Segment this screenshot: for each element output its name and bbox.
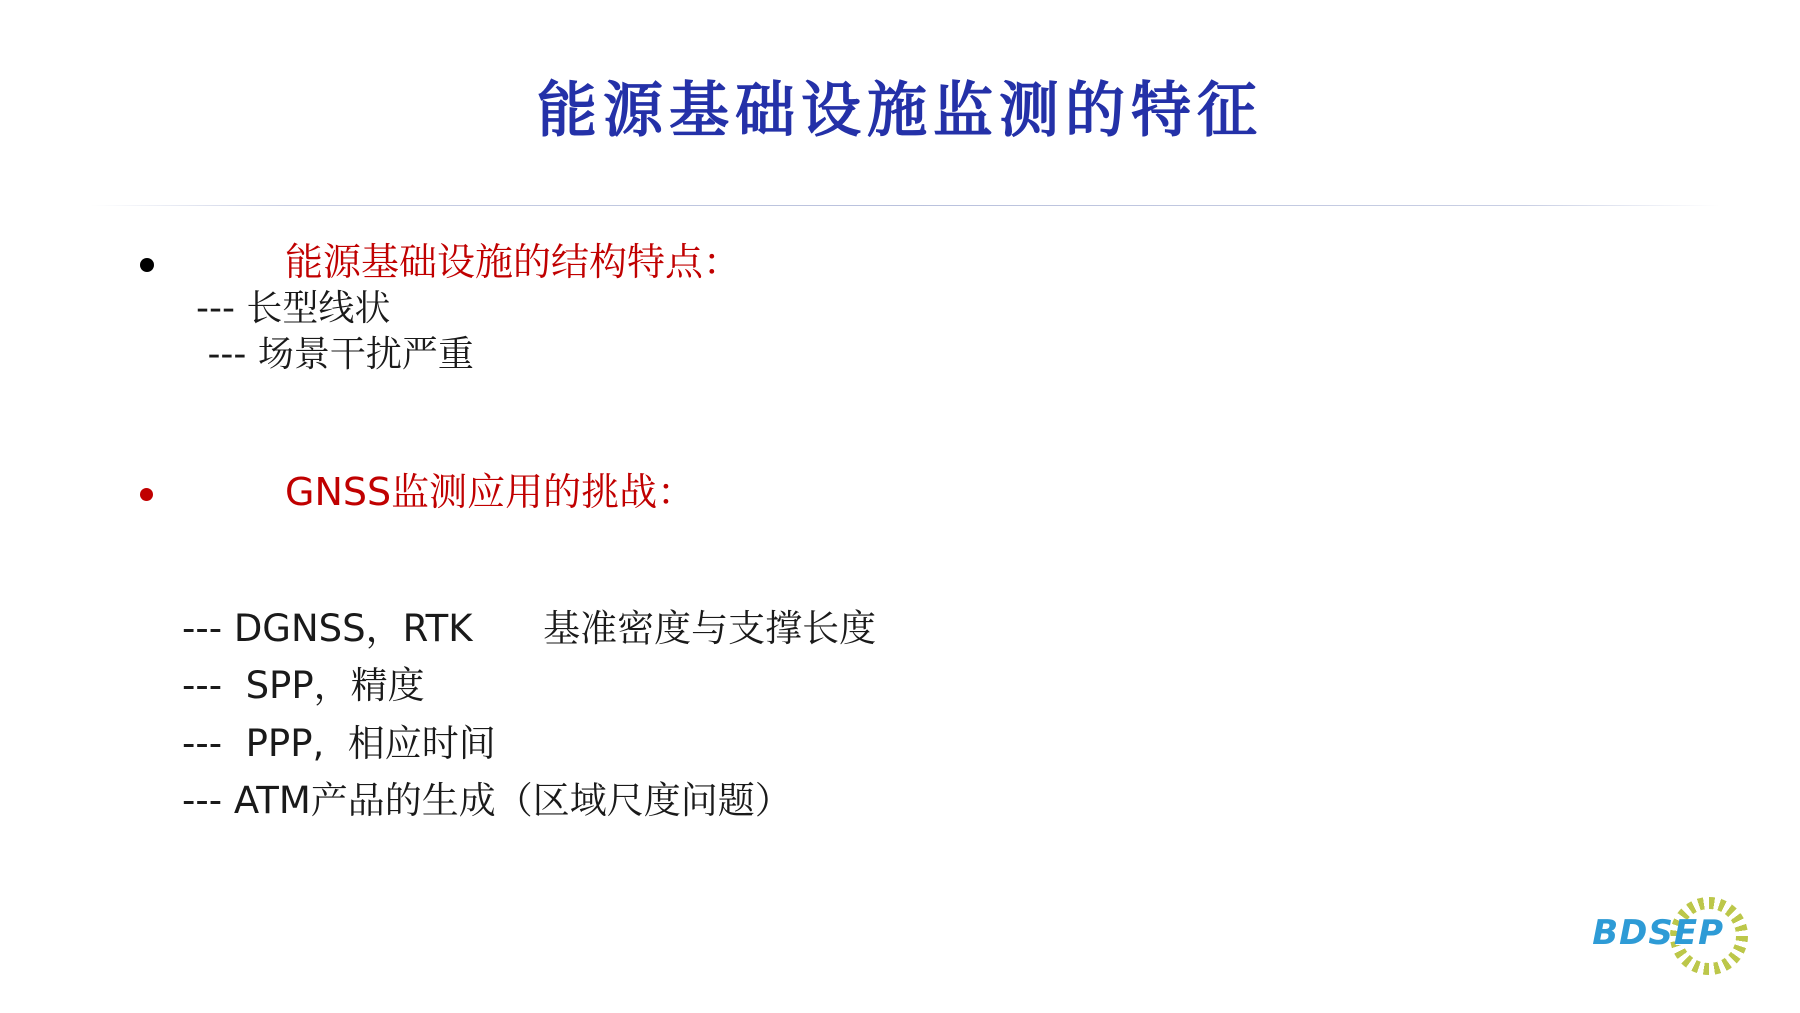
bullet-group-structure — [0, 240, 1800, 378]
bullet-item-structure — [0, 240, 1800, 286]
bullet-group-challenge — [0, 470, 1800, 516]
bullet-heading-structure: 能源基础设施的结构特点： — [285, 240, 742, 284]
page-title: 能源基础设施监测的特征 — [537, 76, 1263, 146]
bullet-item-challenge — [0, 470, 1800, 516]
sub-line-detail-4: --- ATM产品的生成（区域尺度问题） — [182, 779, 792, 823]
logo-text: BDSEP — [1592, 913, 1724, 953]
sub-line-structure-2: --- 场景干扰严重 — [196, 333, 474, 375]
title-divider — [90, 205, 1720, 206]
sub-line-detail-1: --- DGNSS，RTK 基准密度与支撑长度 — [182, 607, 877, 650]
bullet-heading-challenge: GNSS监测应用的挑战： — [285, 470, 696, 514]
slide-title-block — [0, 78, 1800, 144]
bullet-dot-icon — [140, 488, 153, 501]
sub-line-detail-3: --- PPP, 相应时间 — [182, 721, 496, 765]
sub-line-detail-2: --- SPP，精度 — [182, 664, 425, 708]
bullet-dot-icon — [140, 258, 154, 272]
bullet-group-challenge-details — [0, 600, 1800, 829]
bdsep-logo — [1574, 895, 1754, 987]
sub-line-structure-1: --- 长型线状 — [196, 287, 391, 329]
